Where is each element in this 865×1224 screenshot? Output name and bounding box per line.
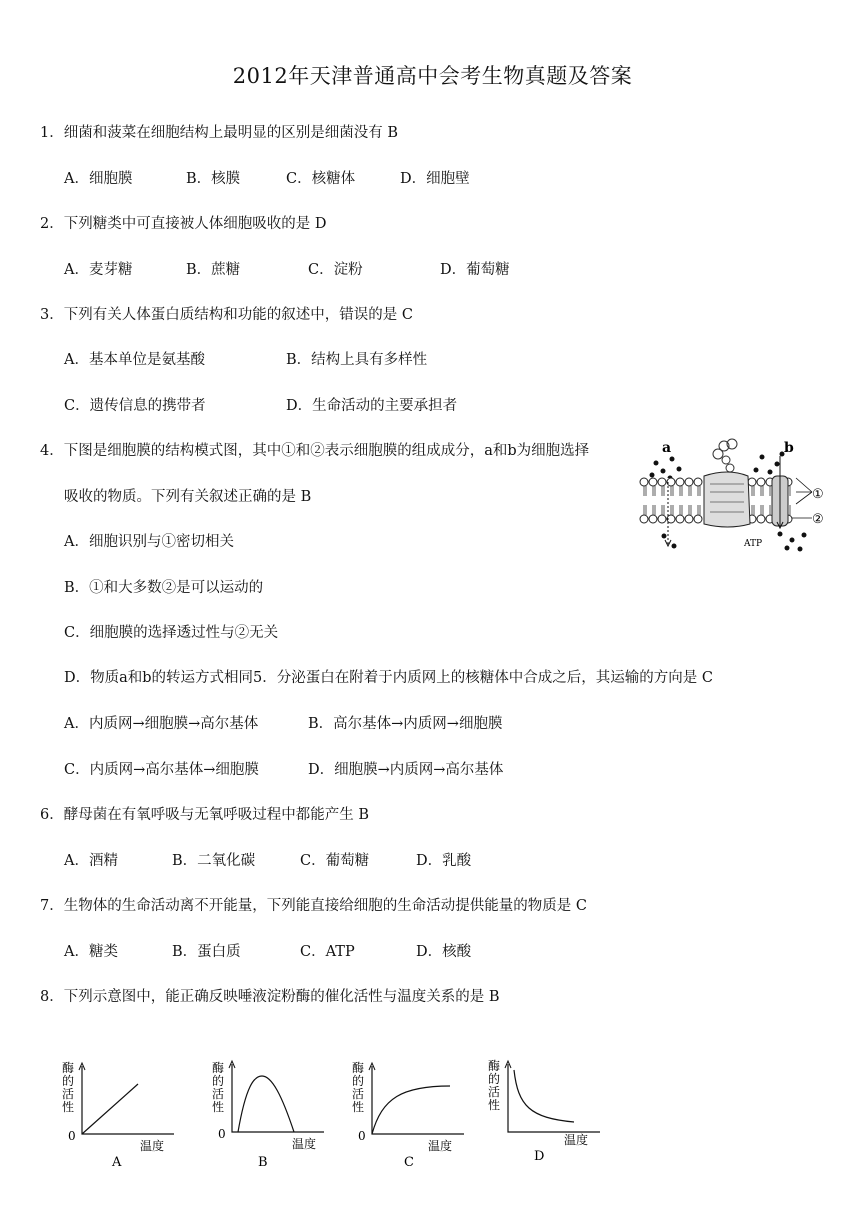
svg-text:活: 活 <box>488 1085 501 1099</box>
graph-a-origin: 0 <box>68 1129 76 1143</box>
graph-b-curve <box>238 1076 294 1132</box>
question-7-option-c: C．ATP <box>300 944 355 960</box>
question-4-option-a: A．细胞识别与①密切相关 <box>64 534 234 550</box>
question-1-option-b: B．核膜 <box>186 171 241 187</box>
graph-d-curve <box>514 1070 574 1122</box>
question-5-option-b: B．高尔基体→内质网→细胞膜 <box>308 716 503 732</box>
question-2-option-b: B．蔗糖 <box>186 262 241 278</box>
question-6-stem: 6．酵母菌在有氧呼吸与无氧呼吸过程中都能产生 B <box>40 807 369 823</box>
question-6-option-c: C．葡萄糖 <box>300 853 370 869</box>
label-2: ② <box>812 512 824 527</box>
question-2-option-d: D．葡萄糖 <box>440 262 510 278</box>
question-3-option-b: B．结构上具有多样性 <box>286 352 428 368</box>
question-5-option-d: D．细胞膜→内质网→高尔基体 <box>308 762 504 778</box>
graph-d-caption: D <box>534 1149 545 1164</box>
question-5-option-a: A．内质网→细胞膜→高尔基体 <box>64 716 259 732</box>
graph-c-caption: C <box>404 1155 414 1170</box>
question-8-stem: 8．下列示意图中，能正确反映唾液淀粉酶的催化活性与温度关系的是 B <box>40 989 500 1005</box>
graph-b <box>206 1056 331 1168</box>
svg-text:性: 性 <box>352 1100 365 1114</box>
svg-text:活: 活 <box>62 1087 75 1101</box>
label-1: ① <box>812 487 824 502</box>
graph-b-origin: 0 <box>218 1127 226 1141</box>
svg-text:酶: 酶 <box>352 1061 365 1075</box>
svg-text:活: 活 <box>212 1087 225 1101</box>
question-1-option-c: C．核糖体 <box>286 171 356 187</box>
graph-d <box>482 1056 607 1168</box>
question-4-stem: 4．下图是细胞膜的结构模式图，其中①和②表示细胞膜的组成成分，a和b为细胞选择 <box>40 443 590 459</box>
label-a: a <box>662 440 672 456</box>
phospholipid-bilayer <box>640 472 796 527</box>
question-6-option-b: B．二氧化碳 <box>172 853 256 869</box>
question-3-option-c: C．遗传信息的携带者 <box>64 398 206 414</box>
graph-a-caption: A <box>112 1155 122 1170</box>
svg-text:的: 的 <box>62 1074 75 1088</box>
question-3-option-a: A．基本单位是氨基酸 <box>64 352 205 368</box>
graph-c-curve <box>372 1086 450 1134</box>
label-b: b <box>784 440 794 456</box>
graph-b-xlabel: 温度 <box>292 1137 317 1151</box>
question-4-option-d: D．物质a和b的转运方式相同5．分泌蛋白在附着于内质网上的核糖体中合成之后，其运输的方向是 C <box>64 670 713 686</box>
svg-text:酶: 酶 <box>488 1059 501 1073</box>
question-1-stem: 1．细菌和菠菜在细胞结构上最明显的区别是细菌没有 B <box>40 125 398 141</box>
question-7-option-b: B．蛋白质 <box>172 944 241 960</box>
svg-text:活: 活 <box>352 1087 365 1101</box>
svg-text:酶: 酶 <box>62 1061 75 1075</box>
svg-text:性: 性 <box>212 1100 225 1114</box>
graph-a <box>56 1058 181 1170</box>
svg-text:酶: 酶 <box>212 1061 225 1075</box>
svg-text:性: 性 <box>62 1100 75 1114</box>
question-7-option-d: D．核酸 <box>416 944 472 960</box>
graph-c-origin: 0 <box>358 1129 366 1143</box>
question-6-option-d: D．乳酸 <box>416 853 472 869</box>
question-4-stem-continued: 吸收的物质。下列有关叙述正确的是 B <box>64 489 312 505</box>
page-title: 2012年天津普通高中会考生物真题及答案 <box>232 64 633 88</box>
graph-c <box>346 1058 471 1170</box>
graph-d-xlabel: 温度 <box>564 1133 589 1147</box>
question-2-option-a: A．麦芽糖 <box>64 262 133 278</box>
question-2-stem: 2．下列糖类中可直接被人体细胞吸收的是 D <box>40 216 327 232</box>
question-4-option-c: C．细胞膜的选择透过性与②无关 <box>64 625 279 641</box>
question-1-option-d: D．细胞壁 <box>400 171 470 187</box>
svg-text:的: 的 <box>488 1072 501 1086</box>
graph-a-curve <box>82 1084 138 1134</box>
graph-c-xlabel: 温度 <box>428 1139 453 1153</box>
svg-text:的: 的 <box>352 1074 365 1088</box>
svg-text:的: 的 <box>212 1074 225 1088</box>
question-2-option-c: C．淀粉 <box>308 262 363 278</box>
svg-text:性: 性 <box>488 1098 501 1112</box>
graph-b-caption: B <box>258 1155 268 1168</box>
cell-membrane-diagram <box>632 432 837 560</box>
graph-a-xlabel: 温度 <box>140 1139 165 1153</box>
question-3-option-d: D．生命活动的主要承担者 <box>286 398 458 414</box>
question-5-option-c: C．内质网→高尔基体→细胞膜 <box>64 762 259 778</box>
question-7-stem: 7．生物体的生命活动离不开能量，下列能直接给细胞的生命活动提供能量的物质是 C <box>40 898 587 914</box>
label-atp: ATP <box>744 539 763 549</box>
question-1-option-a: A．细胞膜 <box>64 171 133 187</box>
question-3-stem: 3．下列有关人体蛋白质结构和功能的叙述中，错误的是 C <box>40 307 413 323</box>
question-7-option-a: A．糖类 <box>64 944 118 960</box>
question-6-option-a: A．酒精 <box>64 853 118 869</box>
question-4-option-b: B．①和大多数②是可以运动的 <box>64 580 264 596</box>
